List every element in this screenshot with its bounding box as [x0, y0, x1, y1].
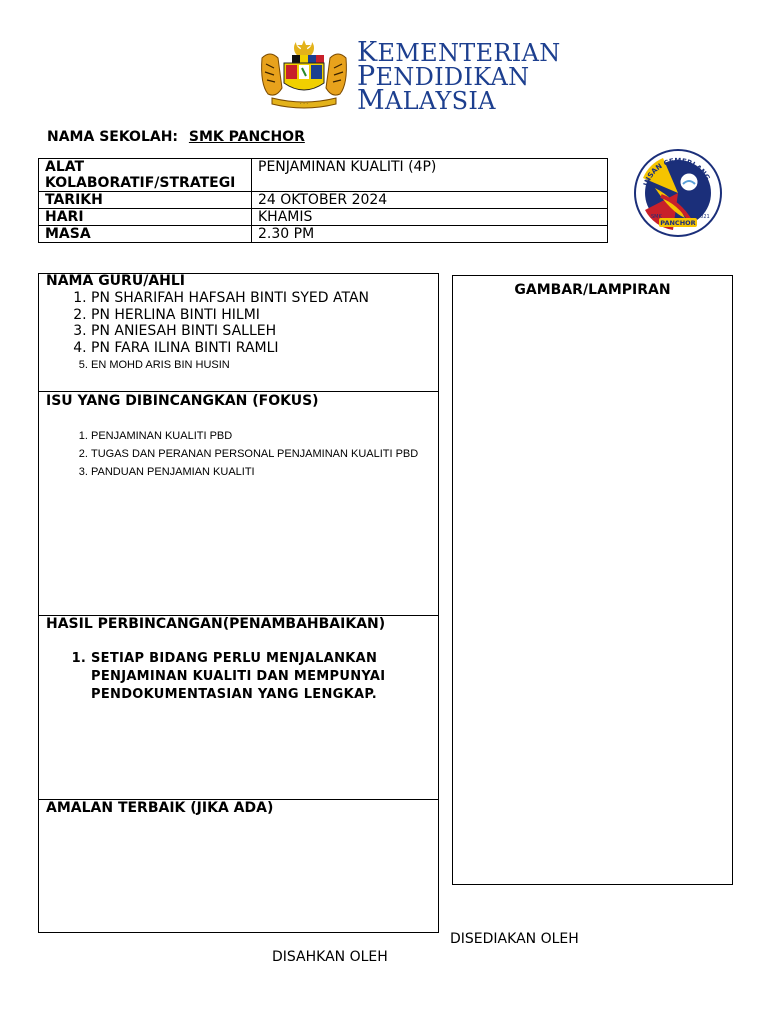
attachment-panel — [452, 275, 733, 885]
results-section — [39, 615, 438, 799]
info-key: MASA — [39, 226, 252, 243]
info-value: 2.30 PM — [252, 226, 608, 243]
table-row — [39, 192, 608, 209]
list-item: 2. PN HERLINA BINTI HILMI — [91, 307, 438, 324]
list-item: 5. EN MOHD ARIS BIN HUSIN — [91, 356, 438, 374]
best-practice-title: AMALAN TERBAIK (JIKA ADA) — [46, 800, 274, 816]
list-item: 1. PENJAMINAN KUALITI PBD — [91, 427, 438, 445]
info-value: 24 OKTOBER 2024 — [252, 192, 608, 209]
attachment-title: GAMBAR/LAMPIRAN — [514, 282, 671, 298]
ministry-name-line1: KEMENTERIAN — [357, 37, 561, 68]
issues-title: ISU YANG DIBINCANGKAN (FOKUS) — [46, 393, 319, 409]
verified-by-label: DISAHKAN OLEH — [272, 949, 388, 965]
ministry-name — [357, 37, 561, 116]
meeting-info-table — [38, 158, 608, 243]
prepared-by-label: DISEDIAKAN OLEH — [450, 931, 579, 947]
logo-bottom-text: PANCHOR — [660, 219, 696, 227]
members-list — [39, 290, 438, 374]
list-item: 2. TUGAS DAN PERANAN PERSONAL PENJAMINAN KUALITI PBD — [91, 445, 438, 463]
school-name-label: NAMA SEKOLAH: — [47, 129, 179, 145]
results-list — [39, 650, 438, 704]
malaysia-crest-logo — [258, 38, 350, 114]
issues-list — [39, 427, 438, 481]
list-item: 1. SETIAP BIDANG PERLU MENJALANKAN PENJAMINAN KUALITI DAN MEMPUNYAI PENDOKUMENTASIAN YANG LENGKAP. — [91, 650, 438, 704]
table-row — [39, 209, 608, 226]
list-item: 3. PANDUAN PENJAMIAN KUALITI — [91, 463, 438, 481]
best-practice-section — [39, 799, 438, 933]
results-title: HASIL PERBINCANGAN(PENAMBAHBAIKAN) — [46, 616, 386, 632]
members-section — [39, 274, 438, 391]
list-item: 1. PN SHARIFAH HAFSAH BINTI SYED ATAN — [91, 290, 438, 307]
logo-top-text: INSAN CEMERLANG — [642, 156, 712, 187]
issues-section — [39, 391, 438, 616]
school-name-value: SMK PANCHOR — [188, 129, 305, 145]
info-key: TARIKH — [39, 192, 252, 209]
info-value: PENJAMINAN KUALITI (4P) — [252, 159, 608, 192]
svg-text:· · ·: · · · — [300, 101, 308, 107]
logo-left-text: SMK — [651, 214, 662, 220]
table-row — [39, 226, 608, 243]
list-item: 4. PN FARA ILINA BINTI RAMLI — [91, 340, 438, 357]
school-name-line — [47, 129, 305, 145]
school-logo — [633, 148, 723, 238]
info-value: KHAMIS — [252, 209, 608, 226]
info-key: ALAT KOLABORATIF/STRATEGI — [39, 159, 252, 192]
logo-right-text: 2021 — [697, 214, 710, 220]
members-title: NAMA GURU/AHLI — [46, 273, 185, 289]
ministry-name-line3: MALAYSIA — [357, 85, 496, 116]
discussion-panel — [38, 273, 439, 933]
ministry-name-line2: PENDIDIKAN — [357, 61, 530, 92]
table-row — [39, 159, 608, 192]
list-item: 3. PN ANIESAH BINTI SALLEH — [91, 323, 438, 340]
info-key: HARI — [39, 209, 252, 226]
